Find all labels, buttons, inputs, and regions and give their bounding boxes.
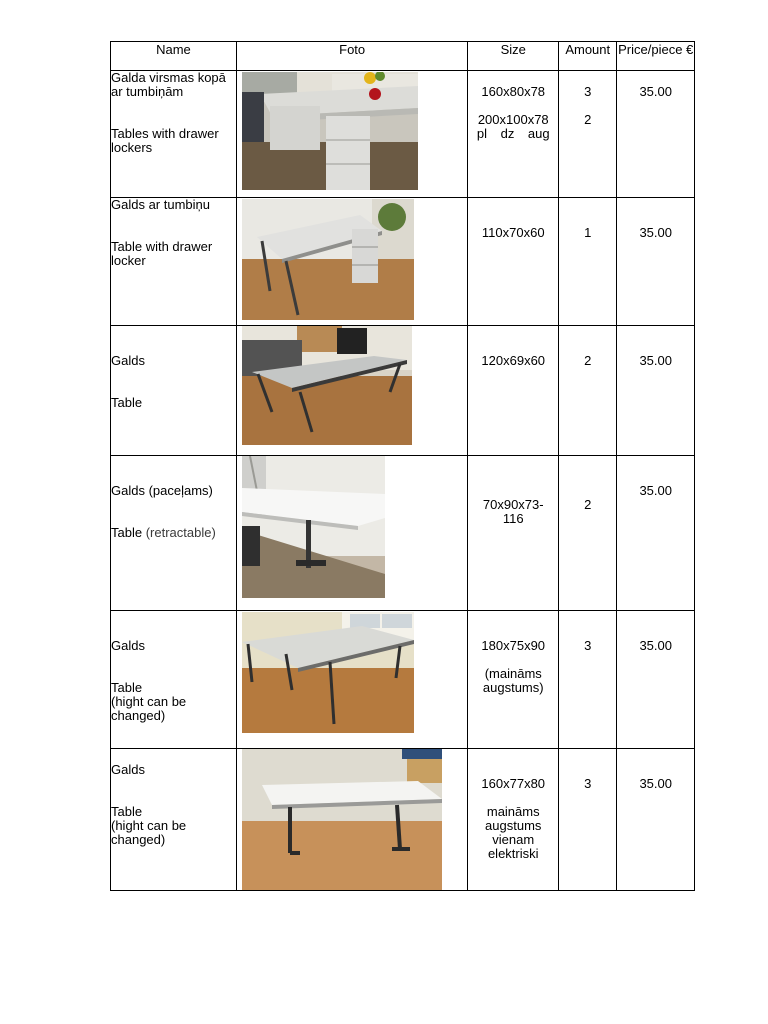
table-row [111,198,695,326]
header-name: Name [111,42,237,71]
name-cell [111,71,237,198]
item-name-en: Table with drawer locker [111,239,213,268]
name-cell [111,326,237,456]
amount-value: 2 [584,353,592,368]
price-cell [617,456,695,611]
size-cell [468,326,559,456]
amount-value: 3 [584,638,592,653]
item-name-lv: Galds (paceļams) [111,483,213,498]
header-amount: Amount [559,42,617,71]
item-name-lv: Galds [111,638,145,653]
price-value: 35.00 [639,225,672,240]
amount-value: 1 [584,225,592,240]
item-name-en-note: (hight can be changed) [111,694,187,723]
product-photo [242,72,468,190]
furniture-price-table [110,41,695,891]
price-cell [617,326,695,456]
size-value-2: 200x100x78 [477,112,549,127]
product-photo [242,612,468,733]
photo-cell [236,198,468,326]
item-name-en-group [111,526,236,540]
amount-cell [559,749,617,891]
item-name-lv: Galds [111,353,145,368]
amount-value: 3 [584,84,592,99]
product-photo [242,749,468,890]
table-row [111,326,695,456]
price-cell [617,611,695,749]
item-name-lv: Galds [111,762,145,777]
header-price: Price/piece € [617,42,695,71]
item-name-en: Tables with drawer lockers [111,126,219,155]
header-foto: Foto [236,42,468,71]
photo-cell [236,456,468,611]
size-cell [468,198,559,326]
price-value: 35.00 [639,776,672,791]
price-cell [617,71,695,198]
size-value: 160x80x78 [481,84,546,99]
size-value: 160x77x80 [481,776,546,791]
product-photo [242,199,468,320]
price-value: 35.00 [639,483,672,498]
item-name-en: Table [111,804,143,819]
size-cell [468,456,559,611]
amount-value-2: 2 [584,112,592,127]
name-cell [111,456,237,611]
photo-cell [236,71,468,198]
item-name-lv: Galda virsmas kopā ar tumbiņām [111,70,226,99]
size-value: 110x70x60 [481,225,545,240]
item-name-en-note: (hight can be changed) [111,818,187,847]
photo-cell [236,749,468,891]
item-name-en-note: (retractable) [145,525,216,540]
product-photo [242,326,468,445]
amount-cell [559,71,617,198]
item-name-en: Table [111,680,143,695]
price-value: 35.00 [639,353,672,368]
amount-cell [559,456,617,611]
size-value: 70x90x73-116 [482,497,544,526]
size-cell [468,71,559,198]
item-name-en: Table [111,525,143,540]
header-row [111,42,695,71]
amount-value: 3 [584,776,592,791]
size-dimension-labels: pl dz aug [476,126,550,141]
size-note: maināms augstums vienam elektriski [485,804,542,861]
photo-cell [236,611,468,749]
price-cell [617,749,695,891]
name-cell [111,198,237,326]
name-cell [111,749,237,891]
table-row [111,749,695,891]
item-name-en: Table [111,395,143,410]
table-row [111,611,695,749]
size-cell [468,749,559,891]
item-name-lv: Galds ar tumbiņu [111,197,210,212]
price-cell [617,198,695,326]
size-cell [468,611,559,749]
header-size: Size [468,42,559,71]
price-value: 35.00 [639,84,672,99]
size-note: (maināms augstums) [482,666,544,695]
amount-cell [559,198,617,326]
price-value: 35.00 [639,638,672,653]
amount-cell [559,326,617,456]
table-row [111,456,695,611]
amount-value: 2 [584,497,592,512]
size-value: 180x75x90 [481,638,546,653]
name-cell [111,611,237,749]
size-value: 120x69x60 [481,353,546,368]
product-photo [242,456,468,598]
photo-cell [236,326,468,456]
amount-cell [559,611,617,749]
table-row [111,71,695,198]
